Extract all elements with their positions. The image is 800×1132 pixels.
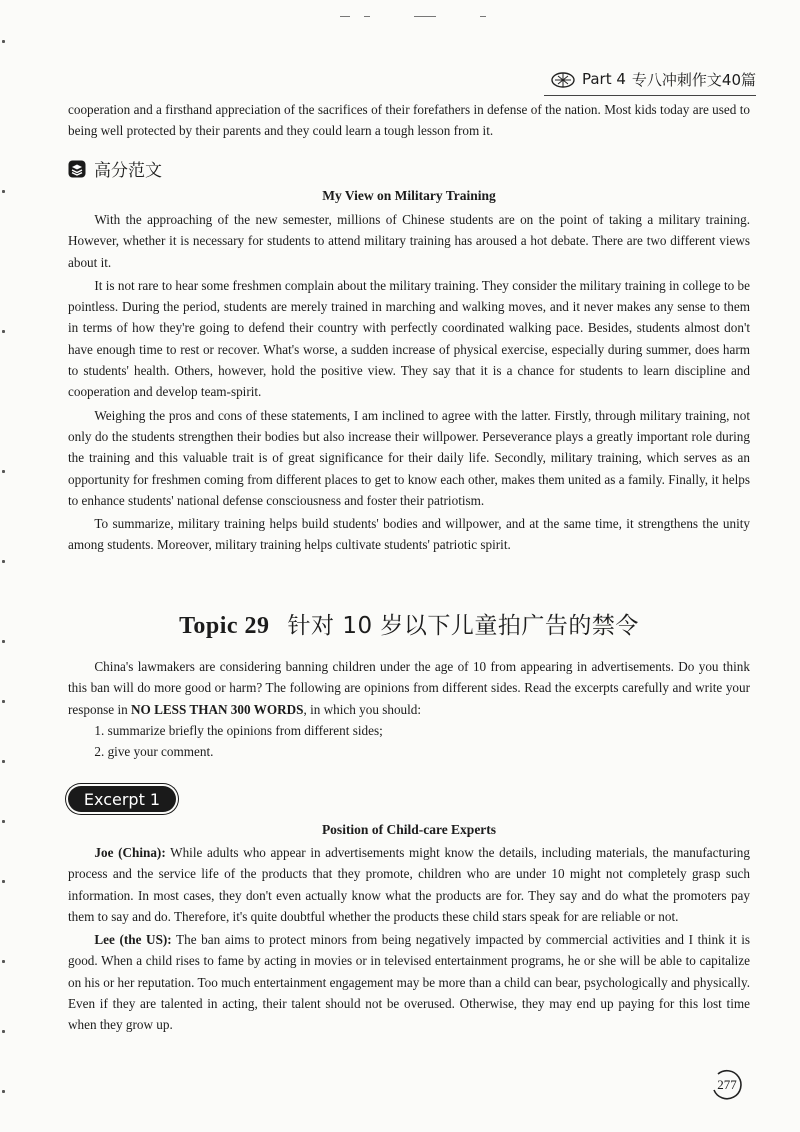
running-head-part: Part 4 <box>581 70 626 88</box>
writing-prompt: China's lawmakers are considering banning children under the age of 10 from appearing in advertisements. Do you think this ban will do more good or harm? The following are opinions from different sides. Read the excerpts carefully and write your response in NO LESS THAN 300 WORDS, in which you should: 1. summarize briefly the opinions from different sides; 2. give your comment. <box>68 656 750 762</box>
excerpt-badge: Excerpt 1 <box>68 786 176 812</box>
word-count-requirement: NO LESS THAN 300 WORDS <box>131 701 304 717</box>
essay-paragraph: With the approaching of the new semester, millions of Chinese students are on the point of taking a military training. However, whether it is necessary for students to attend military training has aroused a hot debate. There are two different views about it. <box>68 212 750 270</box>
page-number: 277 <box>710 1068 744 1102</box>
excerpt-entry: Lee (the US): The ban aims to protect minors from being negatively impacted by commercial activities and I think it is good. When a child rises to fame by acting in movies or in televised entertainment programs, he or she will be able to capitalize on his or her reputation. Too much entertainment engagement may be more than a child can bear, psychologically and physically. Even if they are talented in acting, their talent should not be overused. Otherwise, they may end up paying for this lost time when they grow up. <box>68 932 750 1033</box>
margin-marks <box>0 0 8 1132</box>
topic-title-zh: 针对 10 岁以下儿童拍广告的禁令 <box>287 613 639 639</box>
essay-title: My View on Military Training <box>322 188 496 203</box>
prompt-item: 2. give your comment. <box>94 744 214 760</box>
speaker-name: Lee (the US): <box>94 932 172 948</box>
essay-body <box>68 209 750 556</box>
essay-paragraph: To summarize, military training helps build students' bodies and willpower, and at the same time, it strengthens the unity among students. Moreover, military training helps cultivate students' patriotic spirit. <box>68 516 750 553</box>
topic-number: Topic 29 <box>179 613 270 639</box>
essay-paragraph: Weighing the pros and cons of these statements, I am inclined to agree with the latter. Firstly, through military training, not only do the students strengthen their bodies but also increase their willpower. Perseverance plays a greatly important role during the training and this valuable trait is of great significance for their daily life. Secondly, military training, which serves as an opportunity for freshmen coming from different places to get to know each other, makes them united as a family. Finally, it helps to enhance students' national defense consciousness and foster their patriotism. <box>68 407 750 508</box>
prompt-item: 1. summarize briefly the opinions from different sides; <box>94 722 383 738</box>
sample-essay-heading: 高分范文 <box>68 156 162 181</box>
intro-continuation: cooperation and a firsthand appreciation of the sacrifices of their forefathers in defense of the nation. Most kids today are used to being well protected by their parents and they could learn a tough lesson from it. <box>68 102 750 139</box>
running-head-title: 专八冲刺作文40篇 <box>631 70 756 89</box>
excerpt-entry: Joe (China): While adults who appear in advertisements might know the details, including materials, the manufacturing process and the service life of the products that they promote, children who are under 10 might not completely grasp such information. In most cases, they don't even actually know what the products are for. They say and do what the promoters pay them to say and do. Therefore, it's quite doubtful whether the products these child stars speak for are reliable or not. <box>68 845 750 924</box>
excerpt-title: Position of Child-care Experts <box>321 822 497 837</box>
layers-icon <box>68 160 86 178</box>
essay-paragraph: It is not rare to hear some freshmen complain about the military training. They consider the military training in college to be pointless. During the period, students are merely trained in marching and walking moves, and it never makes any sense to them in terms of how they're going to defend their country with perfectly coordinated walking pace. Besides, students almost don't have enough time to rest or recover. What's worse, a sudden increase of physical exercise, especially during summer, does harm to students' health. Others, however, hold the positive view. They say that it is a chance for students to learn discipline and cooperation and develop team-spirit. <box>68 277 750 400</box>
speaker-name: Joe (China): <box>94 845 166 860</box>
topic-title <box>68 607 750 640</box>
running-head <box>550 66 756 92</box>
book-logo-icon <box>550 68 576 90</box>
excerpt-body <box>68 842 750 1036</box>
scan-marks <box>340 10 500 20</box>
